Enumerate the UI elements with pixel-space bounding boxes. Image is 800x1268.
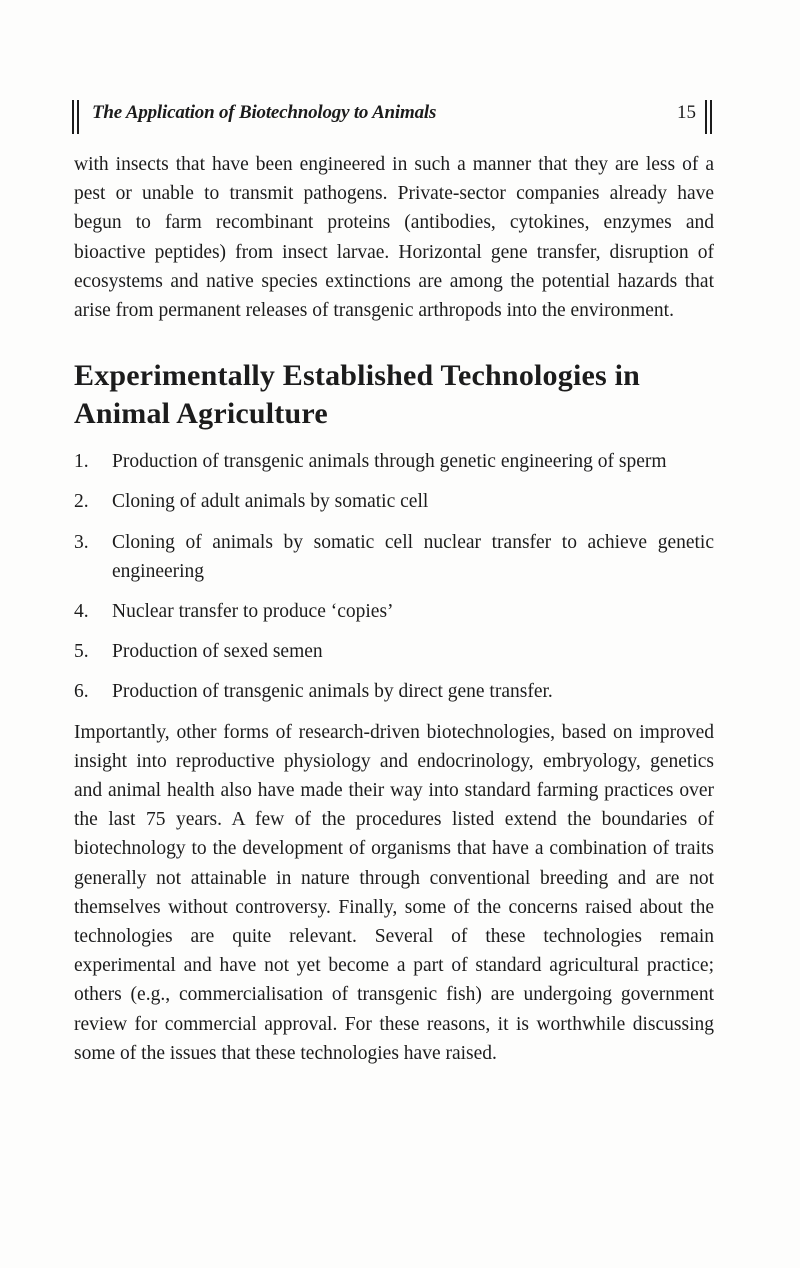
list-item: [74, 447, 714, 476]
list-item-number: 1.: [74, 451, 89, 473]
running-head: [72, 96, 712, 136]
list-item: [74, 528, 714, 586]
list-item-text: Cloning of animals by somatic cell nuclear transfer to achieve genetic engineering: [112, 531, 714, 582]
header-rule-right: [705, 100, 707, 134]
list-item: [74, 597, 714, 626]
list-item: [74, 487, 714, 516]
list-item: [74, 637, 714, 666]
list-item-number: 5.: [74, 641, 89, 663]
paragraph: Importantly, other forms of research-driven biotechnologies, based on improved insight into reproductive physiology and endocrinology, embryology, genetics and animal health also have made their way into standard farming practices over the last 75 years. A few of the procedures listed extend the boundaries of biotechnology to the development of organisms that have a combination of traits generally not attainable in nature through conventional breeding and are not themselves without controversy. Finally, some of the concerns raised about the technologies are quite relevant. Several of these technologies remain experimental and have not yet become a part of standard agricultural practice; others (e.g., commercialisation of transgenic fish) are undergoing government review for commercial approval. For these reasons, it is worthwhile discussing some of the issues that these technologies have raised.: [74, 721, 714, 1064]
page-number: 15: [677, 102, 696, 123]
list-item-text: Cloning of adult animals by somatic cell: [112, 491, 429, 513]
header-rule-right: [710, 100, 712, 134]
page-body: [74, 150, 714, 1068]
list-item-number: 6.: [74, 681, 89, 703]
list-item: [74, 677, 714, 706]
running-head-title: The Application of Biotechnology to Animals: [92, 102, 437, 123]
list-item-text: Production of sexed semen: [112, 641, 323, 663]
list-item-text: Production of transgenic animals through genetic engineering of sperm: [112, 451, 667, 473]
list-item-number: 3.: [74, 531, 89, 553]
header-rule-left: [72, 100, 74, 134]
paragraph: with insects that have been engineered in such a manner that they are less of a pest or unable to transmit pathogens. Private-sector companies already have begun to farm recombinant proteins (antibodies, cytokines, enzymes and bioactive peptides) from insect larvae. Horizontal gene transfer, disruption of ecosystems and native species extinctions are among the potential hazards that arise from permanent releases of transgenic arthropods into the environment.: [74, 154, 714, 322]
list-item-number: 4.: [74, 601, 89, 623]
list-item-number: 2.: [74, 491, 89, 513]
list-item-text: Production of transgenic animals by direct gene transfer.: [112, 681, 553, 703]
header-rule-left: [77, 100, 79, 134]
list-item-text: Nuclear transfer to produce ‘copies’: [112, 601, 394, 623]
section-heading: Experimentally Established Technologies in Animal Agriculture: [74, 359, 640, 431]
technology-list: [74, 447, 714, 706]
